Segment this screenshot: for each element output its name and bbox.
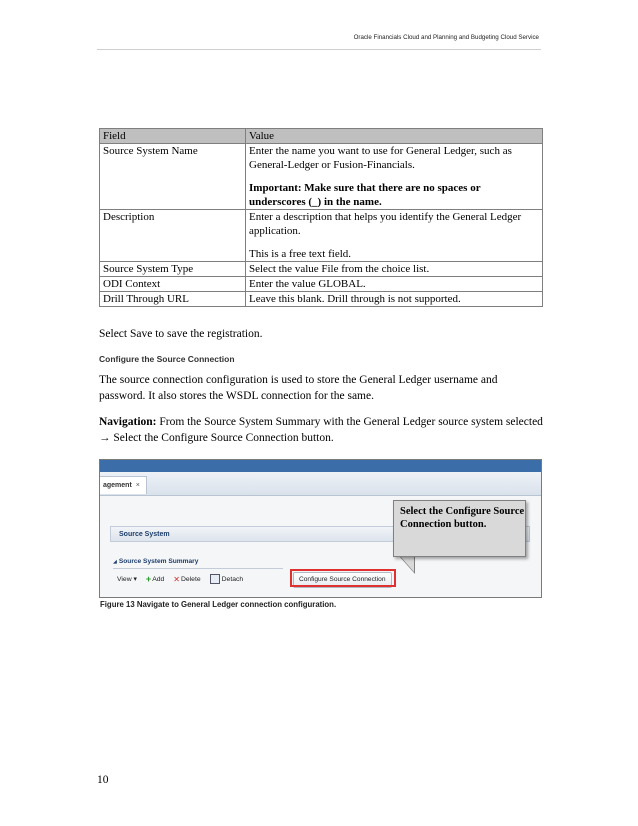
callout-note: Select the Configure Source Connection button. (393, 500, 526, 557)
summary-title-text: Source System Summary (118, 558, 199, 565)
value-cell (246, 210, 543, 262)
table-row (100, 144, 543, 210)
detach-icon (210, 574, 220, 584)
value-cell: Enter the value GLOBAL. (246, 277, 543, 292)
close-icon[interactable]: × (135, 482, 140, 489)
table-row (100, 277, 543, 292)
delete-x-icon: ✕ (173, 574, 180, 584)
tab-row (100, 472, 541, 496)
navigation-text-1: From the Source System Summary with the General Ledger source system selected (159, 416, 543, 428)
save-instruction: Select Save to save the registration. (99, 328, 263, 340)
summary-rule (113, 568, 283, 569)
detach-button[interactable] (210, 574, 244, 584)
field-cell: Source System Name (100, 144, 246, 210)
arrow-icon: → (99, 432, 111, 444)
field-cell: ODI Context (100, 277, 246, 292)
view-menu[interactable]: View ▾ (117, 576, 137, 583)
add-button[interactable] (146, 574, 164, 584)
tab-management[interactable] (100, 476, 147, 494)
header-rule (97, 49, 541, 50)
delete-label: Delete (180, 575, 201, 583)
field-cell: Drill Through URL (100, 292, 246, 307)
value-cell (246, 144, 543, 210)
delete-button[interactable] (173, 575, 200, 584)
value-text: Enter the name you want to use for General Ledger, such as General-Ledger or Fusion-Financials. (249, 145, 512, 171)
highlight-box (290, 569, 396, 587)
table-row (100, 210, 543, 262)
detach-label: Detach (221, 575, 244, 583)
figure-caption: Figure 13 Navigate to General Ledger connection configuration. (100, 600, 337, 609)
tab-label: agement (103, 482, 132, 489)
navigation-text-2: Select the Configure Source Connection button. (113, 432, 334, 444)
collapse-triangle-icon[interactable]: ◢ (113, 559, 117, 565)
source-system-panel-title: Source System (110, 526, 530, 542)
value-cell: Select the value File from the choice list. (246, 262, 543, 277)
column-header-field: Field (100, 129, 246, 144)
navigation-paragraph (99, 414, 543, 446)
value-text: Enter a description that helps you identify the General Ledger application. (249, 211, 522, 237)
page-number: 10 (97, 774, 109, 786)
callout-tail-fill (400, 556, 414, 572)
column-header-value: Value (246, 129, 543, 144)
add-label: Add (152, 575, 165, 583)
configure-source-connection-button[interactable]: Configure Source Connection (293, 572, 392, 588)
app-top-band (100, 460, 541, 472)
important-note: Important: Make sure that there are no spaces or underscores (_) in the name. (249, 182, 481, 208)
value-cell: Leave this blank. Drill through is not supported. (246, 292, 543, 307)
table-row (100, 292, 543, 307)
field-value-table (99, 128, 543, 307)
screenshot-figure (99, 459, 542, 598)
toolbar (117, 574, 252, 584)
table-header-row (100, 129, 543, 144)
section-heading: Configure the Source Connection (99, 354, 235, 364)
source-system-summary-title[interactable] (113, 558, 198, 565)
value-text: This is a free text field. (249, 248, 352, 260)
body-paragraph: The source connection configuration is used to store the General Ledger username and password. It also stores the WSDL connection for the same. (99, 374, 498, 402)
field-cell: Description (100, 210, 246, 262)
table-row (100, 262, 543, 277)
page-header: Oracle Financials Cloud and Planning and Budgeting Cloud Service (353, 34, 539, 41)
navigation-label: Navigation: (99, 416, 157, 428)
plus-icon: + (145, 574, 152, 584)
field-cell: Source System Type (100, 262, 246, 277)
